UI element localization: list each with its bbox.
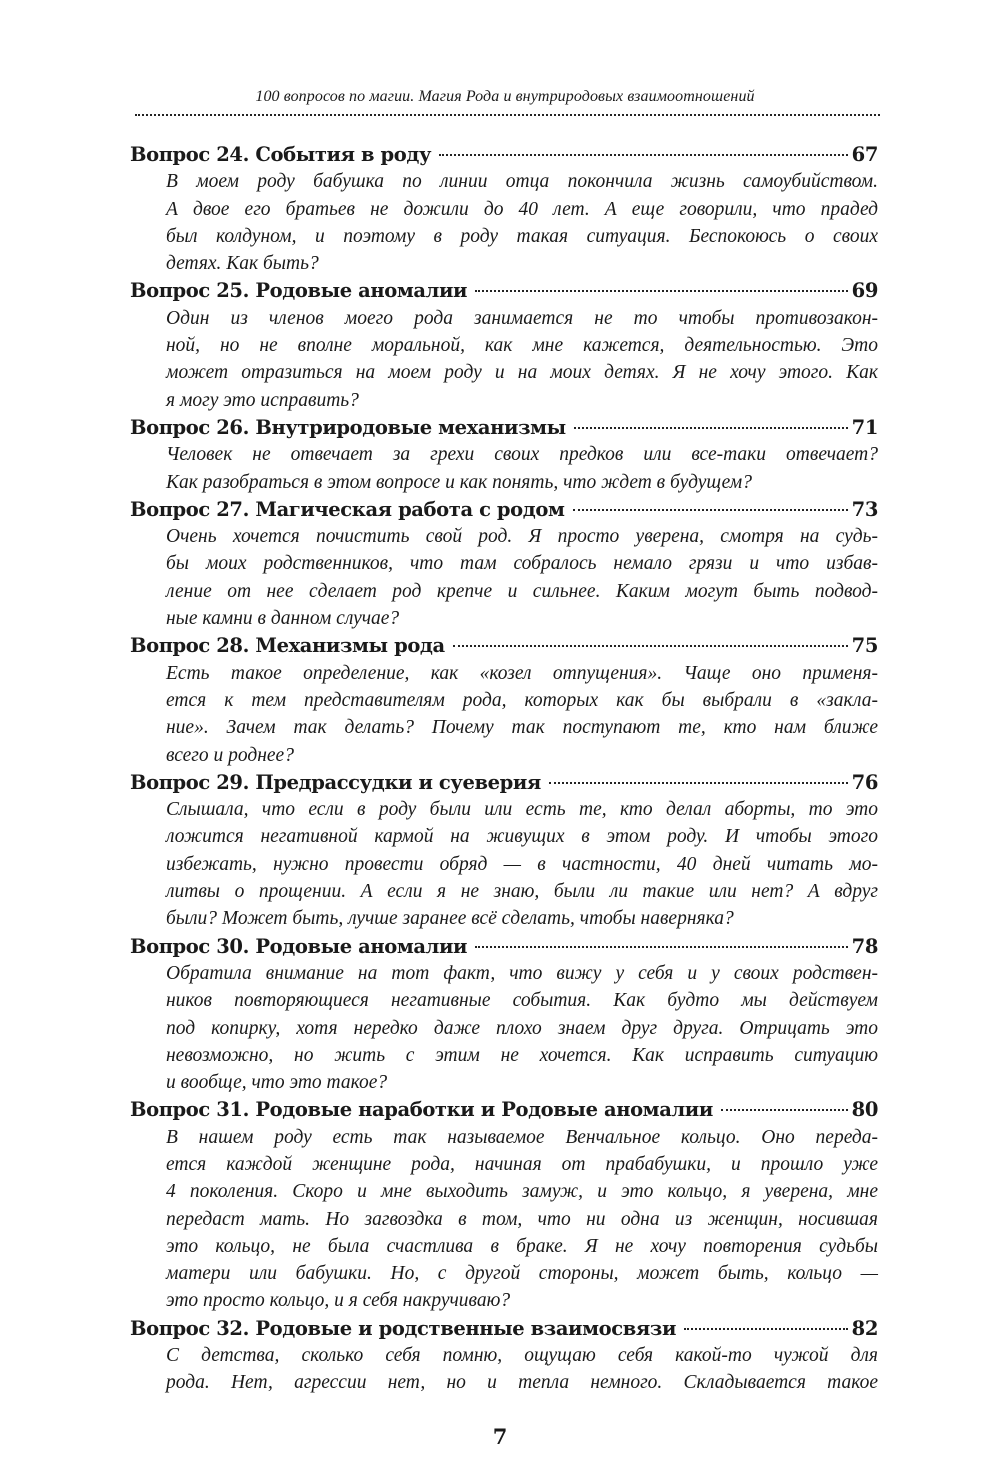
description-line: Есть такое определение, как «козел отпущения». Чаще оно применя- <box>166 662 878 684</box>
dot-leader <box>453 645 848 647</box>
dot-leader <box>573 509 848 511</box>
toc-entry <box>130 1315 878 1397</box>
toc-entry-page: 80 <box>851 1098 878 1122</box>
table-of-contents <box>130 141 878 1397</box>
dot-leader <box>684 1328 848 1330</box>
toc-entry-description <box>166 1342 878 1397</box>
description-line: ние». Зачем так делать? Почему так поступают те, кто нам ближе <box>166 717 878 739</box>
description-line: А двое его братьев не дожили до 40 лет. А еще говорили, что прадед <box>166 198 878 220</box>
toc-entry <box>130 1096 878 1314</box>
description-line: ление от нее сделает род крепче и сильнее. Каким могут быть подвод- <box>166 580 878 602</box>
header-dotted-rule <box>135 114 880 116</box>
toc-entry-page: 82 <box>851 1316 878 1340</box>
toc-entry <box>130 414 878 496</box>
toc-entry-heading[interactable] <box>130 1315 878 1342</box>
description-line: я могу это исправить? <box>166 389 359 411</box>
toc-entry-title: Вопрос 28. Механизмы рода <box>130 634 445 658</box>
description-line: избежать, нужно провести обряд — в частности, 40 дней читать мо- <box>166 853 878 875</box>
description-line: бы моих родственников, что там собралось немало грязи и что избав- <box>166 553 878 575</box>
toc-entry-title: Вопрос 31. Родовые наработки и Родовые аномалии <box>130 1098 713 1122</box>
description-line: литвы о прощении. А если я не знаю, были ли такие или нет? А вдруг <box>166 881 878 903</box>
description-line: под копирку, хотя нередко даже плохо знаем друг друга. Отрицать это <box>166 1017 878 1039</box>
description-line: это просто кольцо, и я себя накручиваю? <box>166 1290 511 1312</box>
toc-entry-title: Вопрос 27. Магическая работа с родом <box>130 497 565 521</box>
dot-leader <box>475 290 848 292</box>
toc-entry-description <box>166 660 878 769</box>
description-line: С детства, сколько себя помню, ощущаю себя какой-то чужой для <box>166 1345 878 1367</box>
description-line: Обратила внимание на тот факт, что вижу у себя и у своих родствен- <box>166 962 878 984</box>
description-line: Человек не отвечает за грехи своих предков или все-таки отвечает? <box>166 444 878 466</box>
toc-entry-heading[interactable] <box>130 141 878 168</box>
description-line: детях. Как быть? <box>166 253 319 275</box>
toc-entry-description <box>166 796 878 932</box>
toc-entry-page: 69 <box>851 279 878 303</box>
description-line: ные камни в данном случае? <box>166 608 400 630</box>
toc-entry <box>130 769 878 933</box>
description-line: всего и роднее? <box>166 744 294 766</box>
toc-entry-description <box>166 960 878 1096</box>
description-line: ной, но не вполне моральной, как мне кажется, деятельностью. Это <box>166 335 878 357</box>
toc-entry-title: Вопрос 25. Родовые аномалии <box>130 279 468 303</box>
description-line: Слышала, что если в роду были или есть те, кто делал аборты, то это <box>166 799 878 821</box>
description-line: и вообще, что это такое? <box>166 1072 388 1094</box>
page-number: 7 <box>492 1424 508 1449</box>
toc-entry-heading[interactable] <box>130 1096 878 1123</box>
toc-entry-title: Вопрос 32. Родовые и родственные взаимосвязи <box>130 1316 677 1340</box>
description-line: может отразиться на моем роду и на моих детях. Я не хочу этого. Как <box>166 362 878 384</box>
toc-entry-title: Вопрос 26. Внутриродовые механизмы <box>130 415 566 439</box>
toc-entry <box>130 141 878 277</box>
description-line: Один из членов моего рода занимается не то чтобы противозакон- <box>166 307 878 329</box>
toc-entry <box>130 496 878 632</box>
dot-leader <box>439 154 848 156</box>
toc-entry <box>130 277 878 413</box>
description-line: ложится негативной кармой на живущих в этом роду. И чтобы этого <box>166 826 878 848</box>
description-line: В нашем роду есть так называемое Венчальное кольцо. Оно переда- <box>166 1126 878 1148</box>
description-line: невозможно, но жить с этим не хочется. Как исправить ситуацию <box>166 1044 878 1066</box>
toc-entry <box>130 632 878 768</box>
toc-entry-description <box>166 441 878 496</box>
description-line: В моем роду бабушка по линии отца покончила жизнь самоубийством. <box>166 171 878 193</box>
description-line: ется каждой женщине рода, начиная от прабабушки, и прошло уже <box>166 1153 878 1175</box>
description-line: это кольцо, не была счастлива в браке. Я не хочу повторения судьбы <box>166 1235 878 1257</box>
dot-leader <box>721 1109 848 1111</box>
toc-entry-page: 73 <box>851 497 878 521</box>
dot-leader <box>549 782 848 784</box>
toc-entry-heading[interactable] <box>130 414 878 441</box>
toc-entry <box>130 933 878 1097</box>
toc-entry-page: 76 <box>851 770 878 794</box>
description-line: ется к тем представителям рода, которых как бы выбрали в «закла- <box>166 689 878 711</box>
running-head: 100 вопросов по магии. Магия Рода и внутриродовых взаимоотношений <box>255 88 755 105</box>
toc-entry-page: 78 <box>851 934 878 958</box>
dot-leader <box>475 946 848 948</box>
dot-leader <box>574 427 848 429</box>
description-line: был колдуном, и поэтому в роду такая ситуация. Беспокоюсь о своих <box>166 225 878 247</box>
description-line: ников повторяющиеся негативные события. Как будто мы действуем <box>166 990 878 1012</box>
description-line: матери или бабушки. Но, с другой стороны, может быть, кольцо — <box>166 1263 878 1285</box>
toc-entry-title: Вопрос 29. Предрассудки и суеверия <box>130 770 541 794</box>
description-line: Очень хочется почистить свой род. Я просто уверена, смотря на судь- <box>166 526 878 548</box>
description-line: 4 поколения. Скоро и мне выходить замуж, и это кольцо, я уверена, мне <box>166 1181 878 1203</box>
description-line: были? Может быть, лучше заранее всё сделать, чтобы наверняка? <box>166 908 734 930</box>
toc-entry-description <box>166 523 878 632</box>
toc-entry-page: 75 <box>851 634 878 658</box>
toc-entry-heading[interactable] <box>130 933 878 960</box>
toc-entry-heading[interactable] <box>130 632 878 659</box>
toc-entry-heading[interactable] <box>130 496 878 523</box>
toc-entry-heading[interactable] <box>130 769 878 796</box>
description-line: Как разобраться в этом вопросе и как понять, что ждет в будущем? <box>166 471 752 493</box>
toc-entry-heading[interactable] <box>130 277 878 304</box>
toc-entry-title: Вопрос 24. События в роду <box>130 143 432 166</box>
description-line: передаст мать. Но загвоздка в том, что ни одна из женщин, носившая <box>166 1208 878 1230</box>
toc-entry-description <box>166 1124 878 1315</box>
toc-entry-description <box>166 305 878 414</box>
toc-entry-page: 67 <box>851 143 878 166</box>
description-line: рода. Нет, агрессии нет, но и тепла немного. Складывается такое <box>166 1372 878 1394</box>
toc-entry-page: 71 <box>851 415 878 439</box>
toc-entry-description <box>166 168 878 277</box>
toc-entry-title: Вопрос 30. Родовые аномалии <box>130 934 468 958</box>
